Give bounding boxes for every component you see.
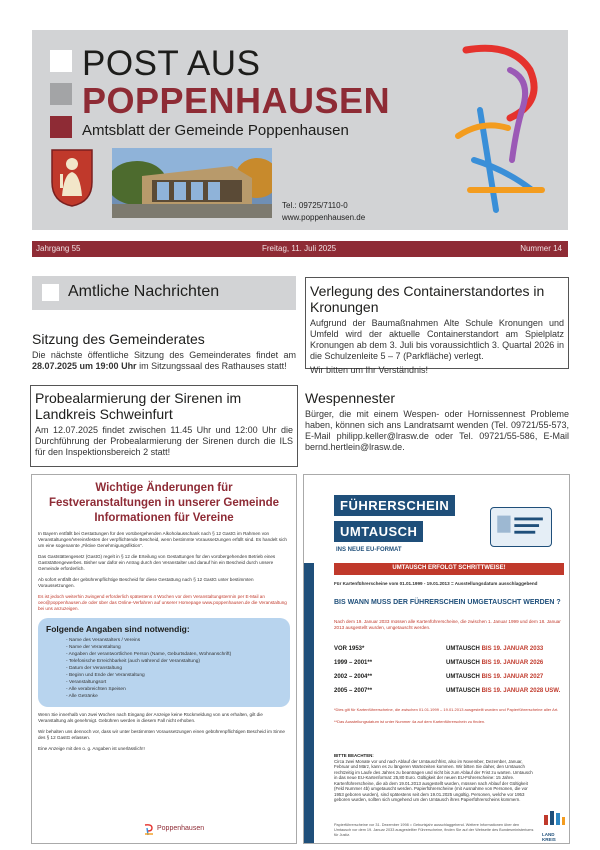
poster-left-requirements-box [38,618,290,707]
town-hall-photo [112,148,272,218]
poster-right-note2: **Das Ausstellungsdatum ist unter Nummer 4a auf dem Kartenführerschein zu finden. [334,719,486,724]
poster-left-logo [144,823,214,837]
poppenhausen-logo-icon [452,40,557,220]
masthead-title-line2: POPPENHAUSEN [82,80,391,121]
poster-right-band1: FÜHRERSCHEIN [334,495,455,516]
row-prefix: UMTAUSCH [446,688,482,694]
table-row [334,685,564,699]
article-wespen [305,390,569,453]
article-sitzung-text [32,350,296,372]
poster-left-para2: Das Gaststättengesetz (GastG) regelt in § 12 die Erteilung von Gestattungen für den vorübergehenden Betrieb eines Gaststättengewerbes. Bisher war dafür ein Antrag durch den Veranstalter und darauf hin ein Bescheid durch unsere Gemeinde erforderlich. [38,554,276,571]
masthead-subtitle: Amtsblatt der Gemeinde Poppenhausen [82,122,349,139]
license-card-icon [490,507,552,547]
masthead-title-line1: POST AUS [82,44,261,83]
poster-right-beachten [334,753,534,803]
poster-left-para4: Es ist jedoch weiterhin zwingend erforderlich spätestens 4 Wochen vor dem Veranstaltungstermin per E-Mail an oeo@poppenhausen.de oder über das Online-Verfahren auf unserer Homepage www.poppenhausen.de die Veranstaltung bei uns anzuzeigen. [38,594,287,611]
poster-left-title-line3: Informationen für Vereine [94,512,234,524]
poster-left-para7: Eine Anzeige mit den o. g. Angaben ist unerlässlich!! [38,746,145,751]
row-range: 1999 – 2001** [334,660,373,666]
poster-left-title-line1: Wichtige Änderungen für [95,482,233,494]
sitzung-text-before: Die nächste öffentliche Sitzung des Gemeinderates findet am [32,350,296,360]
row-range: 2005 – 2007** [334,688,373,694]
poster-left-title [38,481,290,526]
article-container-text: Aufgrund der Baumaßnahmen Alte Schule Kronungen und Umfeld wird der aktuelle Containerstandort am Spielplatz Kronungen ab dem 3. Juli bis voraussichtlich 3. Quartal 2026 in die Schulzenleite 5 – 7 (Parkfläche) verlegt. [310,318,564,361]
volume-label: Jahrgang 55 [36,244,81,253]
article-sitzung [32,331,296,372]
article-container [305,277,569,375]
article-container-title: Verlegung des Containerstandortes in Kronungen [310,283,545,315]
masthead-square-white [50,50,72,72]
list-item: - Alle verabreichten Speisen [66,686,282,693]
poster-right-question: BIS WANN MUSS DER FÜHRERSCHEIN UMGETAUSCHT WERDEN ? [334,599,561,606]
poppenhausen-small-logo-icon [144,824,154,836]
poster-left-para1: In Bayern entfällt bei Gestattungen für den vorübergehenden Alkoholausschank nach § 12 GastG im Rahmen von Veranstaltungen/Vereinsfesten der verpflichtende Bescheid, wenn bestimmte Voraussetzungen erfüllt sind. Es handelt sich um eine sogenannte „Fiktive Genehmigungsfiktion“. [38,531,287,548]
row-prefix: UMTAUSCH [446,674,482,680]
row-date: BIS 19. JANUAR 2033 [481,646,544,652]
article-wespen-text: Bürger, die mit einem Wespen- oder Hornissennest Probleme haben, können sich ans Landratsamt wenden (Tel. 09721/55-573, E-Mail philipp.keller@lrasw.de oder Tel. 09721/55-586, E-Mail bernd.hertlein@lrasw.de. [305,409,569,452]
list-item: - Datum der Veranstaltung [66,665,282,672]
poster-right-line2: Nach dem 19. Januar 2033 müssen alle Kartenführerscheine, die zwischen 1. Januar 1999 und dem 18. Januar 2013 ausgestellt wurden, umgetauscht werden. [334,619,561,630]
row-range: VOR 1953* [334,646,365,652]
list-item: - Telefonische Erreichbarkeit (auch während der Veranstaltung) [66,658,282,665]
masthead-website[interactable]: www.poppenhausen.de [282,213,366,222]
article-sirenen-title: Probealarmierung der Sirenen im Landkreis Schweinfurt [35,390,242,422]
masthead-square-grey [50,83,72,105]
row-date: BIS 19. JANUAR 2027 [481,674,544,680]
poster-right-deadline-table [334,643,564,699]
coat-of-arms-icon [50,148,94,208]
row-date: BIS 19. JANUAR 2026 [481,660,544,666]
row-prefix: UMTAUSCH [446,646,482,652]
poster-right-band2: UMTAUSCH [334,521,423,542]
poster-right-subtitle: INS NEUE EU-FORMAT [336,547,402,553]
poster-right-beachten-text: Circa zwei Monate vor und nach Ablauf der Umtauschfrist, also im November, Dezember, Januar, Februar und März, kann es zu längeren Wartezeiten kommen. Wir bitten Sie daher, den Umtausch rechtzeitig im Laufe des Jahres zu beantragen und nicht bis zum Ablauf der Frist zu warten. Umtausch in das neue EU-Kartenformat: 25,80 Euro. Gültigkeit der neuen EU-Führerscheine: 15 Jahre. Kartenführerscheine, die ab dem 19.01.2013 ausgestellt wurden, müssen nach Ablauf der Gültigkeit (Feld Nummer 4b) umgetauscht werden. Papierführerscheine (mit Ausnahme von Personen, die vor 1953 geboren wurden), sind spätestens seit dem 19.01.2025 ungültig. Personen, welche vor 1953 geboren wurden, sollten sich umgehend um den Umtausch ihres Papierführerscheins kümmern. [334,758,533,802]
poster-left-requirements-list [46,637,282,700]
section-header [32,276,296,310]
list-item: - Name des Veranstalters / Vereins [66,637,282,644]
poster-festveranstaltungen [31,474,297,844]
list-item: - Beginn und Ende der Veranstaltung [66,672,282,679]
poster-right-line1: Für Kartenführerscheine vom 01.01.1999 - 19.01.2013 = Ausstellungsdatum ausschlaggebend [334,581,538,586]
poster-left-logo-text: Poppenhausen [157,825,205,832]
date-label: Freitag, 11. Juli 2025 [262,244,337,253]
list-item: - Veranstaltungsort [66,679,282,686]
article-wespen-title: Wespennester [305,390,396,406]
poster-left-para6: Wir behalten uns dennoch vor, dass wir unter bestimmten Voraussetzungen einen gebührenpflichtigen Bescheid im Sinne des § 12 GastG erlassen. [38,729,285,740]
poster-right-beachten-title: BITTE BEACHTEN: [334,753,374,758]
list-item: - Name der Veranstaltung [66,644,282,651]
row-deadline [446,660,543,666]
poster-left-box-title: Folgende Angaben sind notwendig: [46,624,190,634]
poster-left-para3: Ab sofort entfällt der gebührenpflichtige Bescheid für diese Gestattung nach § 12 GastG unter bestimmten Voraussetzungen. [38,577,254,588]
section-header-label: Amtliche Nachrichten [68,283,220,300]
masthead-contact [282,200,365,224]
masthead-phone: Tel.: 09725/7110-0 [282,201,348,210]
landkreis-logo-text: LAND KREIS [542,832,556,842]
poster-fuehrerschein [303,474,570,844]
masthead [32,30,568,230]
list-item: - Angaben der verantwortlichen Person (Name, Geburtsdaten, Wohnanschrift) [66,651,282,658]
row-deadline [446,688,560,694]
list-item: - Alle Getränke [66,693,282,700]
poster-right-footer: Papierführerscheine vor 31. Dezember 1998 = Geburtsjahr ausschlaggebend. Weitere Informationen über den Umtausch vor dem 19. Januar 2033 ausgestellter Führerscheine, finden Sie auf der Webseite des Bundesministeriums für Justiz. [334,823,534,837]
issue-info-bar [32,241,568,257]
poster-right-redbar: UMTAUSCH ERFOLGT SCHRITTWEISE! [334,563,564,575]
table-row [334,657,564,671]
landkreis-logo [542,809,566,842]
article-sirenen-text: Am 12.07.2025 findet zwischen 11.45 Uhr und 12:00 Uhr die Durchführung der Probealarmierung der Sirenen durch die ILS für den Inspektionsbereich 2 statt! [35,425,293,457]
article-container-thanks: Wir bitten um Ihr Verständnis! [310,365,429,375]
poster-left-title-line2: Festveranstaltungen in unserer Gemeinde [48,497,280,509]
landkreis-logo-icon [542,809,566,827]
article-sitzung-title: Sitzung des Gemeinderates [32,331,205,347]
sitzung-text-after: im Sitzungssaal des Rathauses statt! [136,361,287,371]
masthead-square-red [50,116,72,138]
issue-number-label: Nummer 14 [520,244,562,253]
sitzung-date: 28.07.2025 um 19:00 Uhr [32,361,137,371]
table-row [334,643,564,657]
row-prefix: UMTAUSCH [446,660,482,666]
row-deadline [446,674,543,680]
row-date: BIS 19. JANUAR 2028 USW. [481,688,561,694]
row-deadline [446,646,543,652]
table-row [334,671,564,685]
section-square [42,284,59,301]
row-range: 2002 – 2004** [334,674,373,680]
poster-left-para5: Wenn Sie innerhalb von zwei Wochen nach Eingang der Anzeige keine Rückmeldung von uns erhalten, gilt die Veranstaltung als genehmigt. Gebühren werden in diesem Fall nicht erhoben. [38,712,263,723]
article-sirenen [30,385,298,467]
poster-right-note1: *Dies gilt für Kartenführerscheine, die zwischen 01.01.1999 – 19.01.2013 ausgestellt wurden und Papierführerscheine aller Art. [334,707,559,712]
